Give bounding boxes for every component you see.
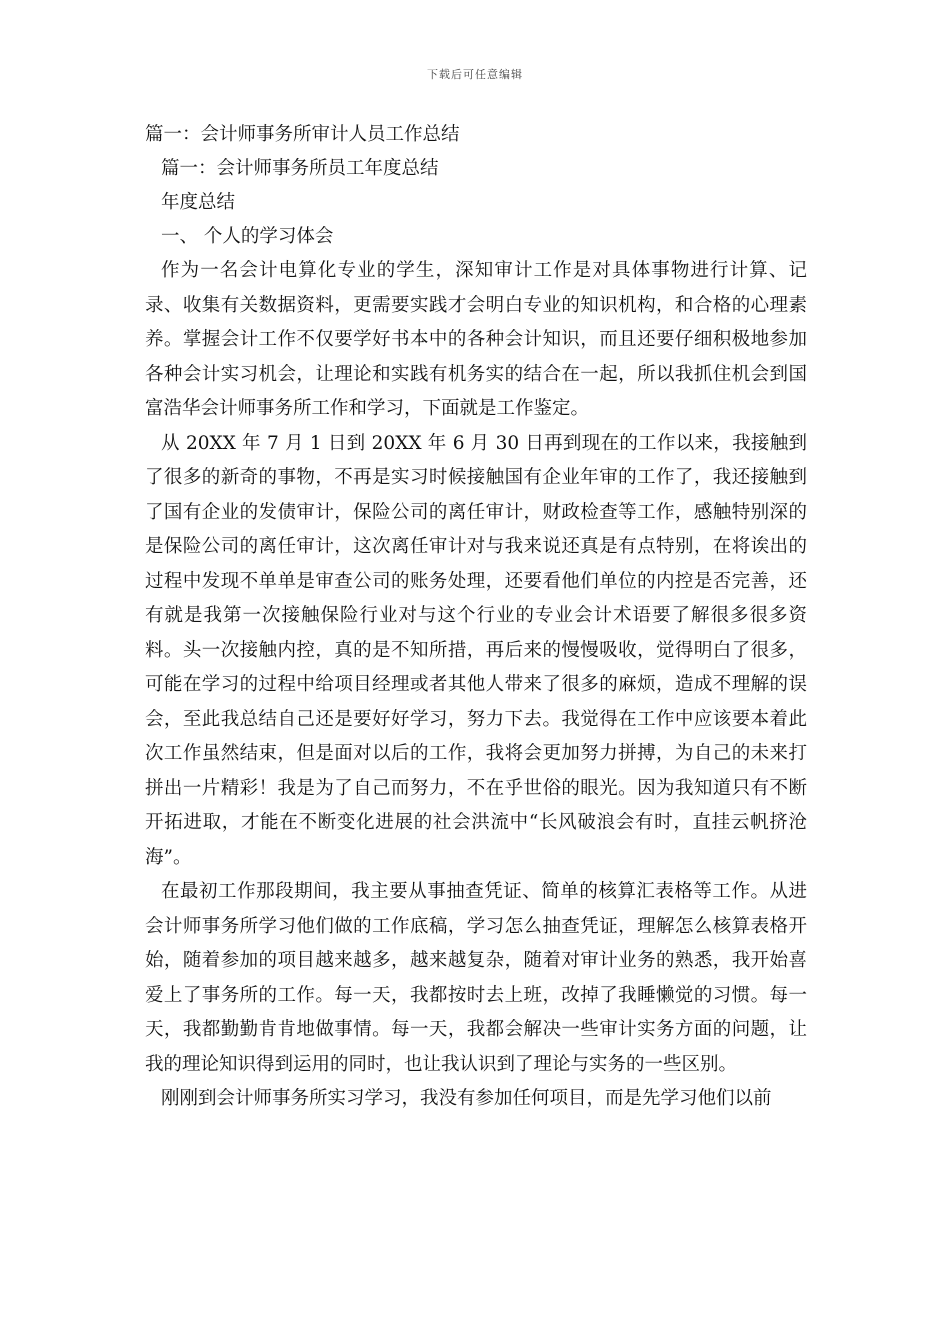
paragraph-early-work: 在最初工作那段期间，我主要从事抽查凭证、简单的核算汇表格等工作。从进会计师事务所学习他们做的工作底稿，学习怎么抽查凭证，理解怎么核算表格开始，随着参加的项目越来越多，越来越复杂，随着对审计业务的熟悉，我开始喜爱上了事务所的工作。每一天，我都按时去上班，改掉了我睡懒觉的习惯。每一天，我都勤勤肯肯地做事情。每一天，我都会解决一些审计实务方面的问题，让我的理论知识得到运用的同时，也让我认识到了理论与实务的一些区别。: [145, 881, 807, 1075]
document-title: 篇一：会计师事务所审计人员工作总结: [145, 124, 460, 145]
section-heading: 一、 个人的学习体会: [161, 226, 334, 247]
paragraph-experience: 从 20XX 年 7 月 1 日到 20XX 年 6 月 30 日再到现在的工作以来，我接触到了很多的新奇的事物，不再是实习时候接触国有企业年审的工作了，我还接触到了国有企业的发债审计，保险公司的离任审计，财政检查等工作，感触特别深的是保险公司的离任审计，这次离任审计对与我来说还真是有点特别，在将诶出的过程中发现不单单是审查公司的账务处理，还要看他们单位的内控是否完善，还有就是我第一次接触保险行业对与这个行业的专业会计术语要了解很多很多资料。头一次接触内控，真的是不知所措，再后来的慢慢吸收，觉得明白了很多，可能在学习的过程中给项目经理或者其他人带来了很多的麻烦，造成不理解的误会，至此我总结自己还是要好好学习，努力下去。我觉得在工作中应该要本着此次工作虽然结束，但是面对以后的工作，我将会更加努力拼搏，为自己的未来打拼出一片精彩！我是为了自己而努力，不在乎世俗的眼光。因为我知道只有不断开拓进取，才能在不断变化进展的社会洪流中“长风破浪会有时，直挂云帆挤沧海”。: [145, 432, 807, 868]
section-title: 年度总结: [161, 192, 236, 213]
document-body: [145, 118, 807, 1117]
download-note: 下载后可任意编辑: [427, 68, 523, 81]
document-subtitle: 篇一：会计师事务所员工年度总结: [161, 158, 439, 179]
paragraph-internship: 刚刚到会计师事务所实习学习，我没有参加任何项目，而是先学习他们以前: [161, 1088, 772, 1109]
paragraph-intro: 作为一名会计电算化专业的学生，深知审计工作是对具体事物进行计算、记录、收集有关数据资料，更需要实践才会明白专业的知识机构，和合格的心理素养。掌握会计工作不仅要学好书本中的各种会计知识，而且还要仔细积极地参加各种会计实习机会，让理论和实践有机务实的结合在一起，所以我抓住机会到国富浩华会计师事务所工作和学习，下面就是工作鉴定。: [145, 260, 807, 419]
